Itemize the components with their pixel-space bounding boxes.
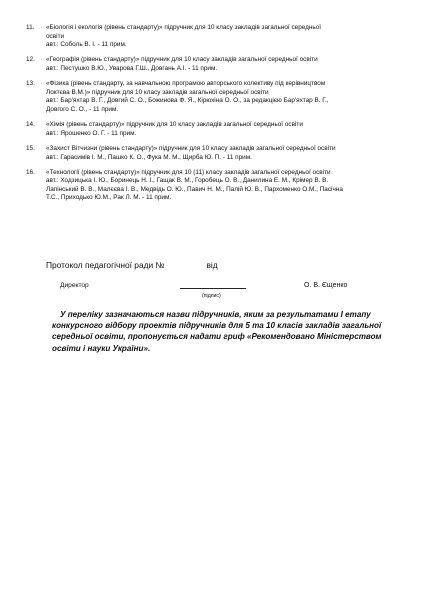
item-number: 16.	[26, 168, 35, 176]
item-number: 14.	[26, 121, 35, 129]
item-authors-cont: Т.С., Приходько Ю.М., Рак Л. М. - 11 прим.	[46, 194, 172, 202]
list-item	[26, 145, 398, 162]
item-title-cont: Локтєва В.М.)» підручник для 10 класу закладів загальної середньої освіти	[46, 88, 269, 96]
item-title-cont: освіти	[46, 32, 65, 40]
item-title: «Географія (рівень стандарту)» підручник для 10 класу закладів загальної середньої освіти	[46, 56, 318, 64]
item-number: 13.	[26, 80, 35, 88]
item-authors-cont: Лапінський В. В., Малєєва І. В., Медвідь О. Ю., Павич Н. М., Палій Ю. В., Пархоменко О.М., Пасічна	[46, 185, 343, 193]
item-authors-cont: Довгого С. О., - 11 прим.	[46, 105, 119, 113]
item-authors: авт.: Пестушко В.Ю., Уварова Г.Ш., Довгань А.І. - 11 прим.	[46, 64, 218, 72]
item-authors: авт.: Соболь В. І. - 11 прим.	[46, 41, 127, 49]
item-title: «Хімія (рівень стандарту)» підручник для 10 класу закладів загальної середньої освіти	[46, 121, 303, 129]
director-role: Директор	[60, 282, 89, 289]
protocol-label: Протокол педагогічної ради №	[46, 260, 165, 270]
note-line: середньої освіти, пропонується надати гриф «Рекомендовано Міністерством	[52, 332, 382, 342]
item-authors: авт.: Гарасимів І. М., Пашко К. О., Фука М. М., Щирба Ю. П. - 11 прим.	[46, 153, 252, 161]
item-title: «Біологія і екологія (рівень стандарту)» підручник для 10 класу закладів загальної середньої	[46, 24, 322, 31]
director-name: О. В. Єщенко	[304, 282, 348, 289]
note-line: освіти і науки України».	[52, 343, 151, 353]
list-item	[26, 121, 398, 138]
note-line: конкурсного відбору проектів підручників для 5 та 10 класів закладів загальної	[52, 321, 382, 331]
signature-caption: (підпис)	[202, 293, 221, 299]
list-item	[26, 56, 398, 73]
item-authors: авт.: Ярошенко О. Г. - 11 прим.	[46, 129, 137, 137]
list-item	[26, 169, 398, 203]
item-authors: авт.: Ходзицька І. Ю., Боринець Н. І., Гащак В. М., Горобець О. В., Данилина Е. М., Крімер В. В.	[46, 177, 329, 185]
item-title: «Фізика (рівень стандарту, за навчальною програмою авторського колективу під керівництвом	[46, 80, 326, 88]
signature-line	[180, 288, 246, 289]
note-line: У переліку зазначаються назви підручників, яким за результатами І етапу	[60, 310, 371, 319]
protocol-from: від	[206, 260, 218, 270]
item-authors: авт.: Бар'яхтар В. Г., Довгий С. О., Божинова Ф. Я., Кірюхіна О. О., за редакцією Бар'яхтар В. Г.,	[46, 97, 329, 105]
item-number: 15.	[26, 144, 35, 152]
list-item	[26, 80, 398, 114]
item-number: 12.	[26, 56, 35, 64]
item-title: «Захист Вітчизни (рівень стандарту)» підручник для 10 класу закладів загальної середньої освіти	[46, 144, 336, 152]
list-item	[26, 24, 398, 50]
protocol-line	[46, 260, 218, 270]
item-number: 11.	[26, 24, 35, 31]
textbook-list	[26, 24, 398, 210]
item-title: «Технології (рівень стандарту)» підручник для 10 (11) класу закладів загальної середньої освіти	[46, 168, 331, 176]
recommendation-note	[52, 309, 384, 354]
